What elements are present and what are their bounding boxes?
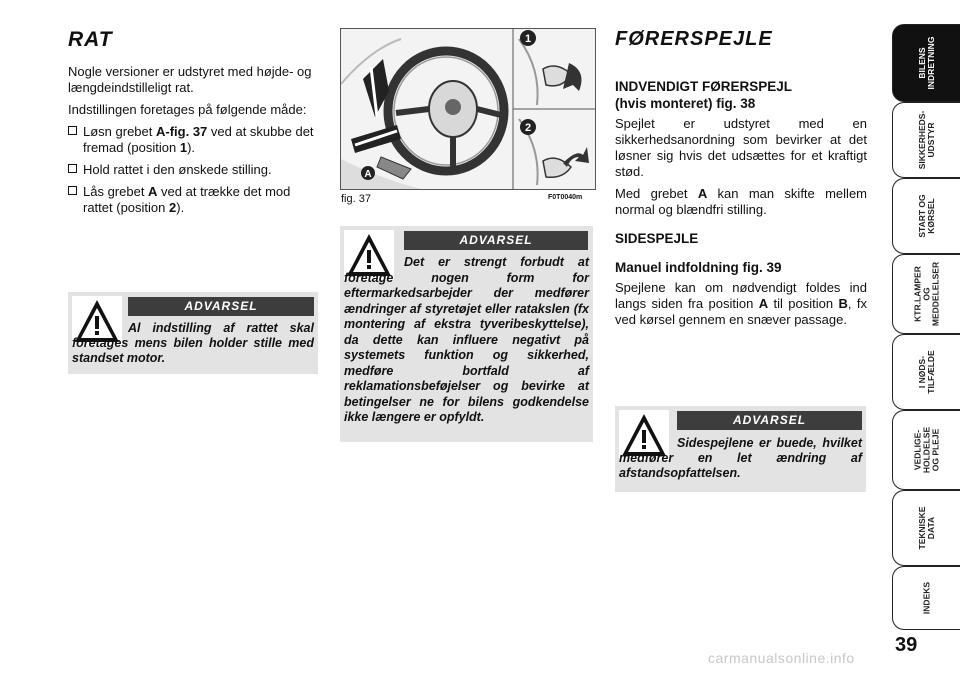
subheading-indvendigt: INDVENDIGT FØRERSPEJL [615,79,793,94]
checkbox-icon [68,164,77,173]
warning-label: ADVARSEL [677,411,862,430]
rat-intro: Nogle versioner er udstyret med højde- og længdeindstilleligt rat. [68,64,312,95]
svg-text:A: A [364,169,372,180]
warning-text: Al indstilling af rattet skal foretages mens bilen holder stille med standset motor. [72,321,314,365]
svg-text:2: 2 [524,122,532,134]
warning-box-rat [68,292,318,374]
warning-text: Det er strengt forbudt at foretage nogen form for eftermarkedsarbejder der medfører ændringer af styretøjet eller ratakslen (fx montering af ekstra tyveribeskyttelse), da dette kan influere negativt på systemets funktion og sikkerhed, medføre bortfald af reklamationsbeføjelser og bevirke at betingelser ne for bilens godkendelse ikke længere er opfyldt. [344,255,589,424]
tab-indeks[interactable]: INDEKS [892,566,960,630]
warning-label: ADVARSEL [404,231,588,250]
side-mirror-text: Spejlene kan om nødvendigt foldes ind langs siden fra position A til position B, fx ved kørsel gennem en snæver passage. [615,280,867,327]
forerspejle-text [615,78,867,334]
steering-column-illustration [341,29,595,189]
checkbox-icon [68,126,77,135]
tab-sikkerhedsudstyr[interactable]: SIKKERHEDS- UDSTYR [892,102,960,178]
rat-step-2: Hold rattet i den ønskede stilling. [68,162,320,178]
rat-step-1: Løsn grebet A-fig. 37 ved at skubbe det fremad (position 1). [68,124,320,156]
figure-caption: fig. 37 [341,193,371,205]
warning-box-steering [340,226,593,442]
tab-bilens-indretning[interactable]: BILENS INDRETNING [892,24,960,102]
rat-step-3: Lås grebet A ved at trække det mod rattet (position 2). [68,184,320,216]
rat-text [68,64,320,222]
tab-ktr-lamper[interactable]: KTR.LAMPER OG MEDDELELSER [892,254,960,334]
section-title-rat: RAT [68,28,113,51]
subheading-indvendigt-fig: (hvis monteret) fig. 38 [615,96,756,111]
tab-start-og-korsel[interactable]: START OG KØRSEL [892,178,960,254]
warning-text: Sidespejlene er buede, hvilket medfører en let ændring af afstandsopfattelsen. [619,436,862,480]
tab-tekniske-data[interactable]: TEKNISKE DATA [892,490,960,566]
warning-label: ADVARSEL [128,297,314,316]
figure-code: F0T0040m [548,194,583,201]
tab-i-nodstilfaelde[interactable]: I NØDS- TILFÆLDE [892,334,960,410]
mirror-safety-text: Spejlet er udstyret med en sikkerhedsanordning som bevirker at det løsner sig hvis det udsættes for et kraftigt stød. [615,116,867,179]
subheading-manuel: Manuel indfoldning fig. 39 [615,260,782,275]
figure-37-steering-wheel [340,28,596,190]
subheading-sidespejle: SIDESPEJLE [615,231,699,246]
watermark: carmanualsonline.info [708,650,855,666]
tab-vedligeholdelse[interactable]: VEDLIGE- HOLDELSE OG PLEJE [892,410,960,490]
checkbox-icon [68,186,77,195]
svg-text:1: 1 [524,33,532,45]
section-title-forerspejle: FØRERSPEJLE [615,28,773,50]
mirror-lever-text: Med grebet A kan man skifte mellem normal og blændfri stilling. [615,186,868,217]
warning-box-side-mirror [615,406,866,492]
page-number: 39 [895,634,918,656]
rat-setup: Indstillingen foretages på følgende måde: [68,102,307,117]
